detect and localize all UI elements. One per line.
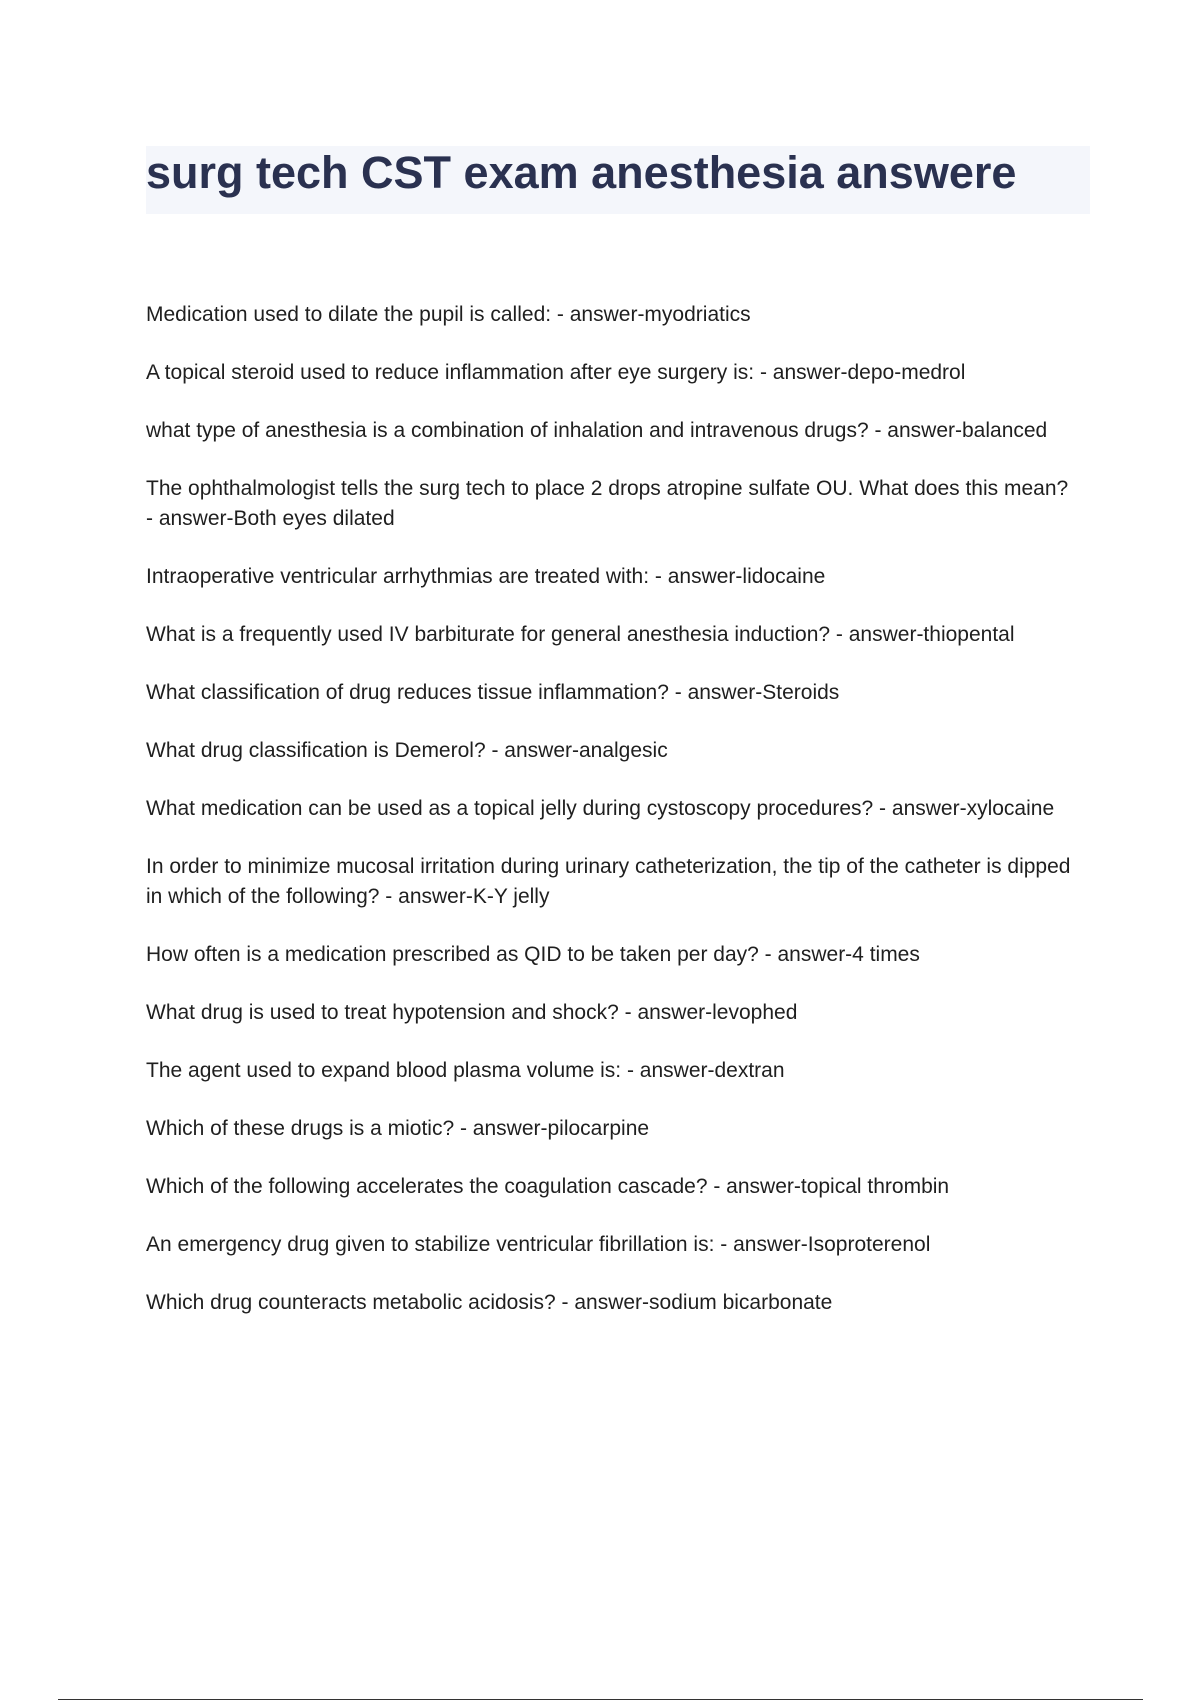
- question-answer-list: [146, 300, 1076, 1346]
- qa-item: What classification of drug reduces tissue inflammation? - answer-Steroids: [146, 681, 840, 704]
- qa-item: Which of the following accelerates the coagulation cascade? - answer-topical thrombin: [146, 1175, 950, 1198]
- qa-item: In order to minimize mucosal irritation during urinary catheterization, the tip of the catheter is dipped in which of the following? - answer-K-Y jelly: [146, 855, 1071, 908]
- document-title: surg tech CST exam anesthesia answere: [146, 147, 1017, 198]
- qa-item: A topical steroid used to reduce inflammation after eye surgery is: - answer-depo-medrol: [146, 361, 966, 384]
- qa-item: What medication can be used as a topical jelly during cystoscopy procedures? - answer-xylocaine: [146, 797, 1055, 820]
- qa-item: Which of these drugs is a miotic? - answer-pilocarpine: [146, 1117, 650, 1140]
- qa-item: What drug classification is Demerol? - answer-analgesic: [146, 739, 668, 762]
- qa-item: what type of anesthesia is a combination of inhalation and intravenous drugs? - answer-balanced: [146, 419, 1048, 442]
- qa-item: What is a frequently used IV barbiturate for general anesthesia induction? - answer-thiopental: [146, 623, 1015, 646]
- qa-item: Intraoperative ventricular arrhythmias are treated with: - answer-lidocaine: [146, 565, 826, 588]
- qa-item: Medication used to dilate the pupil is called: - answer-myodriatics: [146, 303, 751, 326]
- qa-item: Which drug counteracts metabolic acidosis? - answer-sodium bicarbonate: [146, 1291, 833, 1314]
- qa-item: The agent used to expand blood plasma volume is: - answer-dextran: [146, 1059, 785, 1082]
- qa-item: What drug is used to treat hypotension and shock? - answer-levophed: [146, 1001, 798, 1024]
- qa-item: How often is a medication prescribed as QID to be taken per day? - answer-4 times: [146, 943, 920, 966]
- qa-item: The ophthalmologist tells the surg tech to place 2 drops atropine sulfate OU. What does this mean? - answer-Both eyes dilated: [146, 477, 1069, 530]
- qa-item: An emergency drug given to stabilize ventricular fibrillation is: - answer-Isoproterenol: [146, 1233, 931, 1256]
